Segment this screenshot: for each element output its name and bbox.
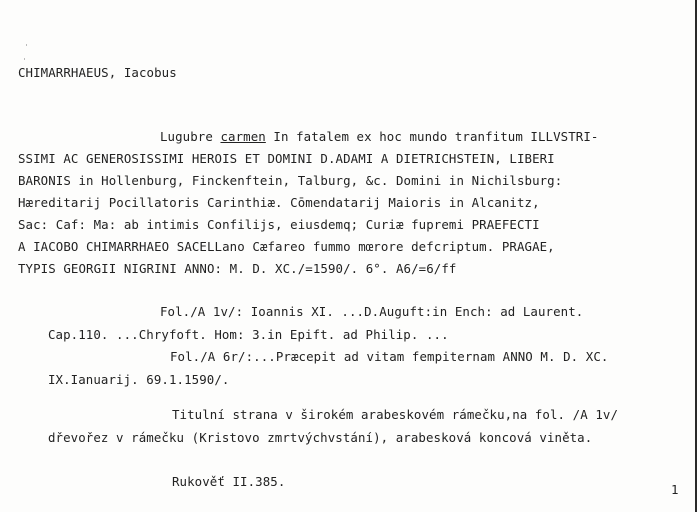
czech-note-line-2: dřevořez v rámečku (Kristovo zmrtvýchvstání), arabesková koncová viněta. bbox=[48, 430, 593, 445]
description-line-4: Hæreditarij Pocillatoris Carinthiæ. Cōmendatarij Maioris in Alcanitz, bbox=[18, 195, 540, 210]
reference: Rukověť II.385. bbox=[172, 474, 286, 489]
description-line-1 bbox=[160, 130, 598, 144]
description-underlined-word: carmen bbox=[220, 129, 266, 144]
czech-note-line-1: Titulní strana v širokém arabeskovém rámečku,na fol. /A 1v/ bbox=[172, 407, 619, 422]
speck bbox=[26, 44, 27, 46]
notes-line-1: Fol./A 1v/: Ioannis XI. ...D.Auguft:in Ench: ad Laurent. bbox=[160, 304, 584, 319]
description-line-7: TYPIS GEORGII NIGRINI ANNO: M. D. XC./=1590/. 6°. A6/=6/ff bbox=[18, 261, 457, 276]
description-line-1-pre: Lugubre bbox=[160, 129, 221, 144]
notes-line-4: IX.Ianuarij. 69.1.1590/. bbox=[48, 372, 230, 387]
speck bbox=[24, 58, 25, 60]
description-line-3: BARONIS in Hollenburg, Finckenftein, Talburg, &c. Domini in Nichilsburg: bbox=[18, 173, 563, 188]
page-number: 1 bbox=[671, 482, 679, 497]
description-line-5: Sac: Caf: Ma: ab intimis Confilijs, eiusdemq; Curiæ fupremi PRAEFECTI bbox=[18, 217, 540, 232]
author-heading: CHIMARRHAEUS, Iacobus bbox=[18, 65, 177, 80]
description-line-6: A IACOBO CHIMARRHAEO SACELLano Cæfareo fummo mœrore defcriptum. PRAGAE, bbox=[18, 239, 555, 254]
description-line-2: SSIMI AC GENEROSISSIMI HEROIS ET DOMINI D.ADAMI A DIETRICHSTEIN, LIBERI bbox=[18, 151, 555, 166]
notes-line-2: Cap.110. ...Chryfoft. Hom: 3.in Epift. ad Philip. ... bbox=[48, 327, 449, 342]
description-line-1-post: In fatalem ex hoc mundo tranfitum ILLVSTRI- bbox=[265, 129, 599, 144]
notes-line-3: Fol./A 6r/:...Præcepit ad vitam fempiternam ANNO M. D. XC. bbox=[170, 349, 609, 364]
